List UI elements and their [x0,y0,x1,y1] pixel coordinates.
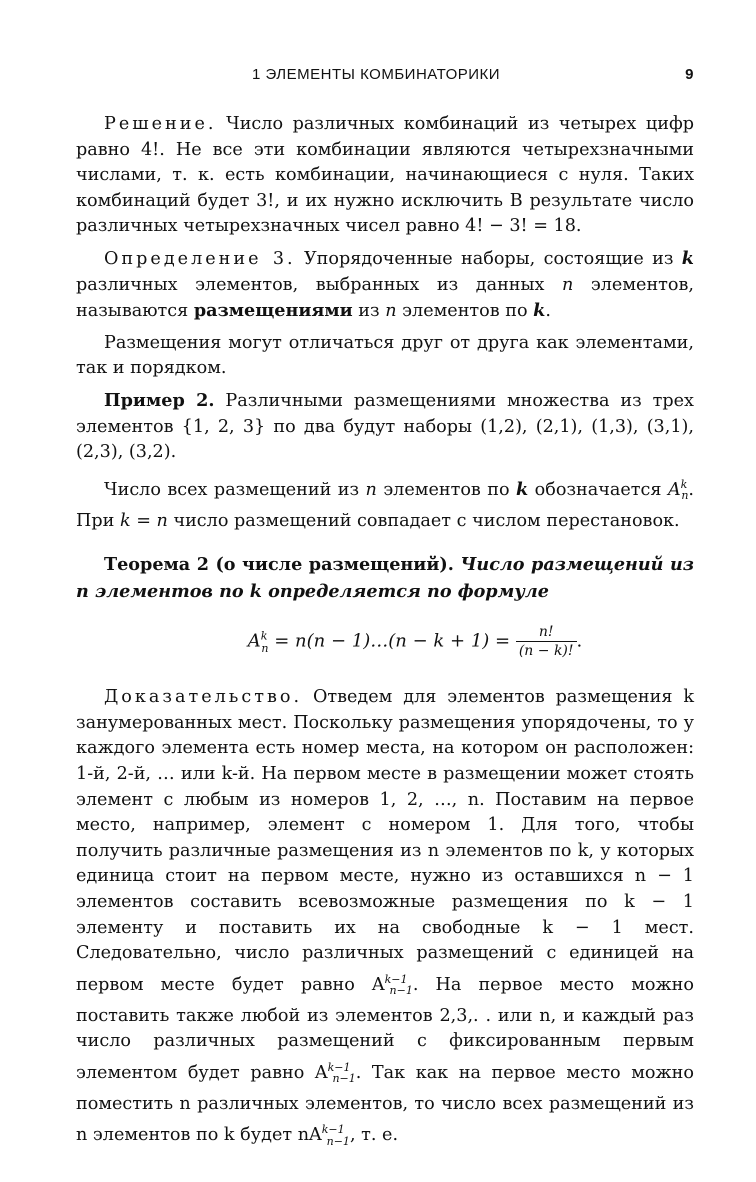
math-n: n [385,301,397,322]
definition-term: размещениями [193,300,353,322]
notation-text-3: обозначается [528,479,668,500]
proof-label: Доказательство. [104,687,303,708]
proof-text-2: . На первое место можно поставить также любой из элементов 2,3,. . или n, и каждый раз число различных размещений с фиксированным первым элементом будет равно A [76,974,694,1083]
fraction-numerator: n! [516,623,577,642]
notation-text-4: . При [76,479,695,531]
example-label: Пример 2. [104,389,215,411]
placements-formula [76,623,694,661]
proof-text-3: . Так как на первое место можно поместить n различных элементов, то число всех размещений из n элементов по k будет nA [76,1062,694,1146]
definition-text-3: элементов, называются [76,274,694,322]
formula-sup: k [260,629,268,643]
proof-paragraph [76,685,694,1154]
definition-paragraph [76,246,694,325]
theorem-paragraph [76,552,694,605]
example-text: Различными размещениями множества из трех элементов {1, 2, 3} по два будут наборы (1,2), (2,1), (1,3), (3,1), (2,3), (3,2). [76,390,694,463]
solution-text: Число различных комбинаций из четырех цифр равно 4!. Не все эти комбинации являются четырехзначными числами, т. к. есть комбинации, начинающиеся с нуля. Таких комбинаций будет 3!, и их нужно исключить В результате число различных четырехзначных чисел равно 4! − 3! = 18. [76,114,694,237]
theorem-label: Теорема 2 (о числе размещений). [104,554,454,576]
proof-sub-1: n−1 [389,984,413,998]
notation-paragraph [76,472,694,535]
notation-text-5: число размещений совпадает с числом перестановок. [167,510,680,531]
running-header [76,62,694,92]
proof-sup-3: k−1 [321,1123,345,1137]
math-k: k [516,478,529,500]
math-A: A [667,479,681,500]
chapter-title: 1 ЭЛЕМЕНТЫ КОМБИНАТОРИКИ [252,66,501,83]
formula-fraction [516,623,577,660]
definition-label: Определение 3. [104,248,296,269]
definition-text-1: Упорядоченные наборы, состоящие из [295,248,682,269]
proof-sub-3: n−1 [326,1134,350,1148]
proof-text-4: , т. е. [349,1125,399,1146]
formula-product: = n(n − 1)…(n − k + 1) = [268,630,516,652]
theorem-statement: Число размещений из n элементов по k определяется по формуле [76,554,694,602]
notation-text-2: элементов по [376,479,517,500]
definition-text-2: различных элементов, выбранных из данных [76,274,563,295]
definition-text-6: . [545,301,551,322]
formula-end: . [576,630,583,652]
math-sup: k [680,477,688,491]
page [76,62,694,1160]
formula-A: A [247,630,261,652]
solution-label: Решение. [104,114,217,134]
notation-text-1: Число всех размещений из [104,479,366,500]
page-number: 9 [685,66,694,83]
proof-sub-2: n−1 [332,1072,356,1086]
definition-text-5: элементов по [396,301,534,322]
math-n: n [562,274,574,295]
remark-paragraph: Размещения могут отличаться друг от друга как элементами, так и порядком. [76,332,694,379]
body-text [76,112,694,1154]
fraction-denominator: (n − k)! [518,643,574,660]
proof-sup-1: k−1 [384,972,408,986]
math-eq: k = n [119,510,168,531]
proof-sup-2: k−1 [327,1060,351,1074]
math-n: n [365,479,377,500]
formula-sub: n [261,641,269,655]
math-k: k [533,300,546,322]
solution-paragraph [76,112,694,240]
math-sub: n [681,489,689,503]
definition-text-4: из [352,301,386,322]
example-paragraph [76,388,694,466]
math-k: k [681,247,694,269]
proof-text-1: Отведем для элементов размещения k занумерованных мест. Поскольку размещения упорядочены, то у каждого элемента есть номер места, на котором он расположен: 1-й, 2-й, … или k-й. На первом месте в размещении может стоять элемент с любым из номеров 1, 2, …, n. Поставим на первое место, например, элемент с номером 1. Для того, чтобы получить различные размещения из n элементов по k, у которых единица стоит на первом месте, нужно из оставшихся n − 1 элементов составить всевозможные размещения по k − 1 элементу и поставить их на свободные k − 1 мест. Следовательно, число различных размещений с единицей на первом месте будет равно A [76,687,694,995]
